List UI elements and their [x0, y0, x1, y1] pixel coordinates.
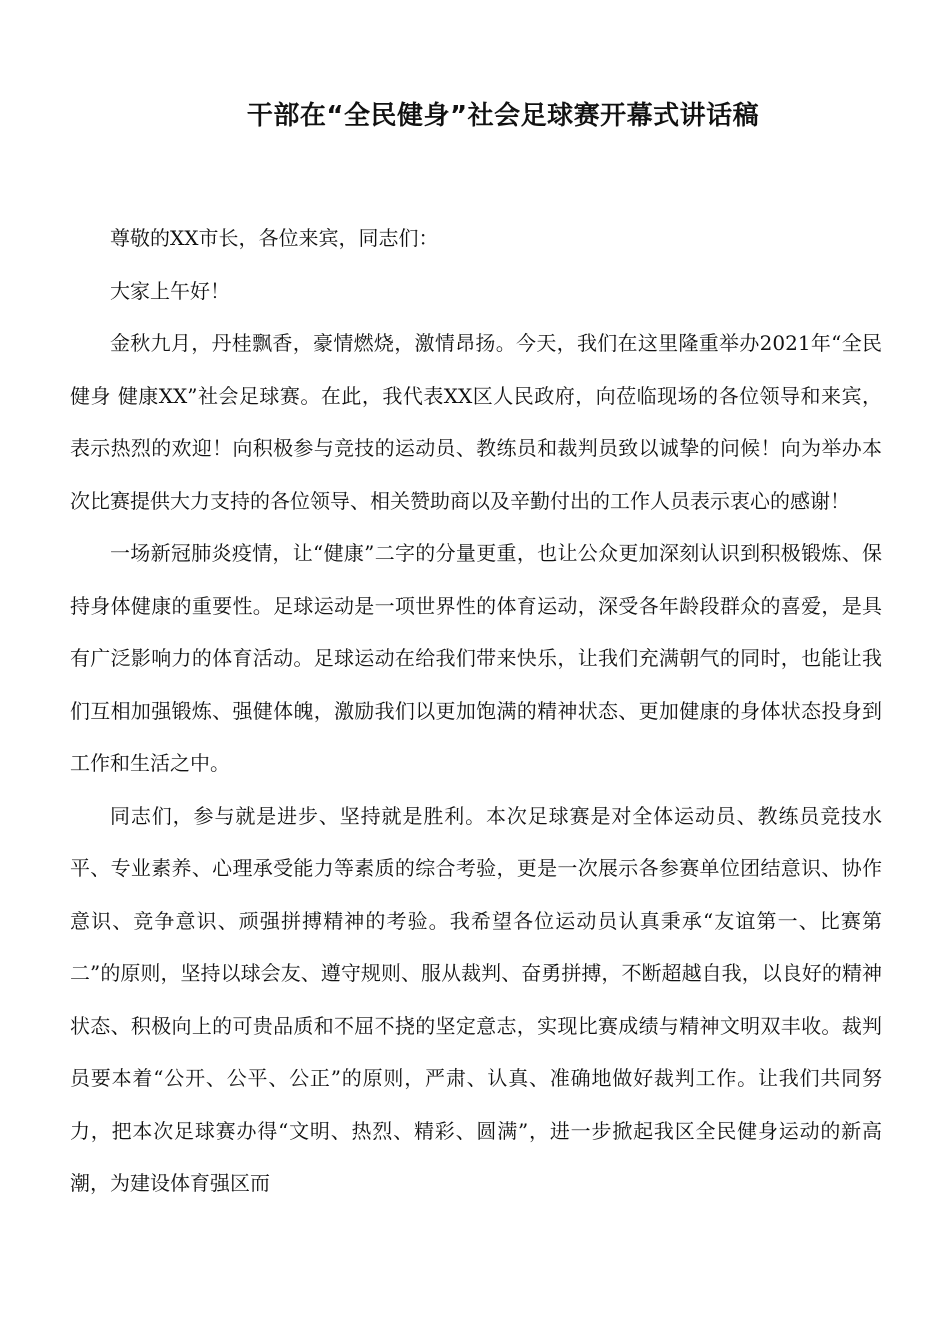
document-body	[70, 212, 882, 1210]
encouragement-paragraph: 同志们，参与就是进步、坚持就是胜利。本次足球赛是对全体运动员、教练员竞技水平、专业素养、心理承受能力等素质的综合考验，更是一次展示各参赛单位团结意识、协作意识、竞争意识、顽强拼搏精神的考验。我希望各位运动员认真秉承“友谊第一、比赛第二”的原则，坚持以球会友、遵守规则、服从裁判、奋勇拼搏，不断超越自我，以良好的精神状态、积极向上的可贵品质和不屈不挠的坚定意志，实现比赛成绩与精神文明双丰收。裁判员要本着“公开、公平、公正”的原则，严肃、认真、准确地做好裁判工作。让我们共同努力，把本次足球赛办得“文明、热烈、精彩、圆满”，进一步掀起我区全民健身运动的新高潮，为建设体育强区而	[70, 803, 882, 1195]
greeting-paragraph: 大家上午好！	[110, 278, 230, 303]
document-title: 干部在“全民健身”社会足球赛开幕式讲话稿	[246, 101, 760, 131]
welcome-paragraph: 金秋九月，丹桂飘香，豪情燃烧，激情昂扬。今天，我们在这里隆重举办2021年“全民健身 健康XX”社会足球赛。在此，我代表XX区人民政府，向莅临现场的各位领导和来宾，表示热烈的欢迎！向积极参与竞技的运动员、教练员和裁判员致以诚挚的问候！向为举办本次比赛提供大力支持的各位领导、相关赞助商以及辛勤付出的工作人员表示衷心的感谢！	[70, 331, 882, 513]
health-paragraph: 一场新冠肺炎疫情，让“健康”二字的分量更重，也让公众更加深刻认识到积极锻炼、保持身体健康的重要性。足球运动是一项世界性的体育运动，深受各年龄段群众的喜爱，是具有广泛影响力的体育活动。足球运动在给我们带来快乐，让我们充满朝气的同时，也能让我们互相加强锻炼、强健体魄，激励我们以更加饱满的精神状态、更加健康的身体状态投身到工作和生活之中。	[70, 541, 882, 775]
salutation-paragraph: 尊敬的XX市长，各位来宾，同志们：	[110, 226, 439, 250]
